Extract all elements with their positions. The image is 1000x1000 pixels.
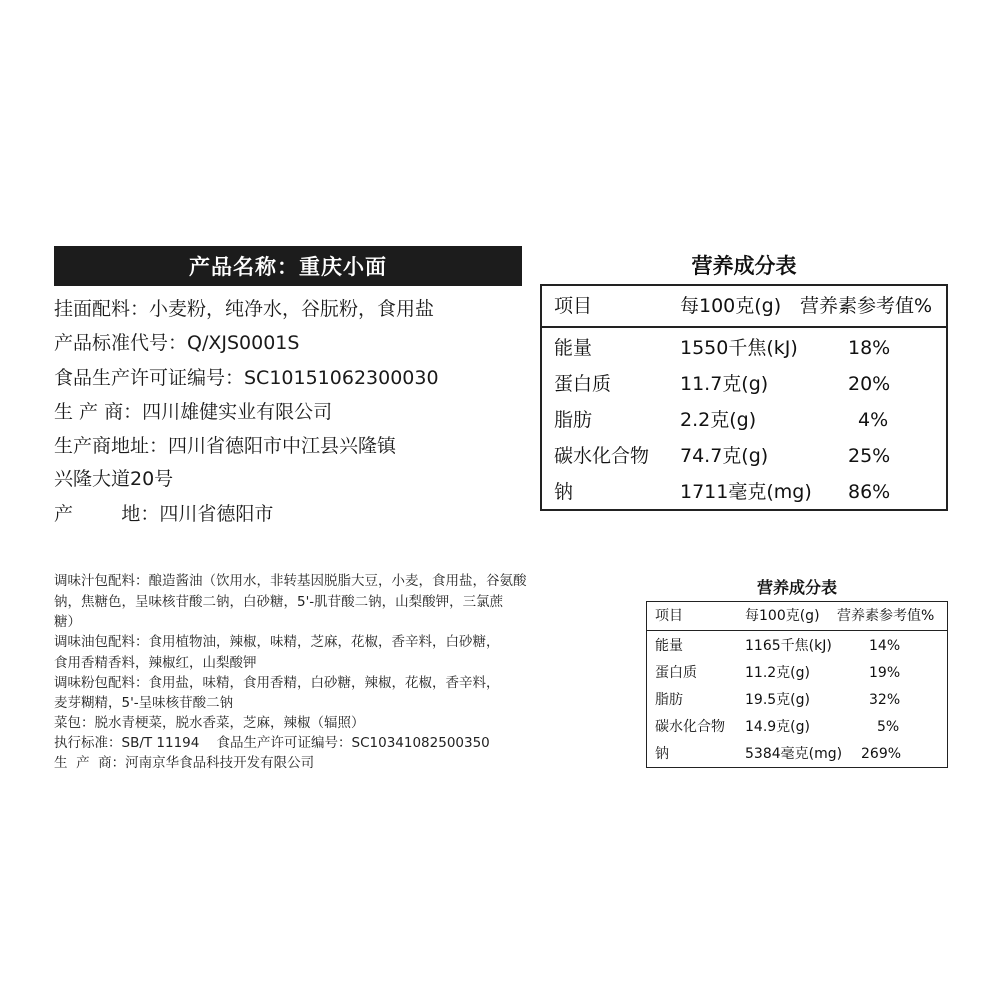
- seasoning-sauce-ingredients: 调味汁包配料：酿造酱油（饮用水，非转基因脱脂大豆，小麦，食用盐，谷氨酸: [54, 573, 527, 589]
- header-item: 项目: [655, 608, 683, 624]
- seasoning-oil-ingredients-cont: 食用香精香料，辣椒红，山梨酸钾: [54, 655, 257, 671]
- standard-and-license: 执行标准：SB/T 11194 食品生产许可证编号：SC10341082500350: [54, 735, 490, 751]
- nutrient-amount: 1711毫克(mg): [680, 481, 812, 503]
- nutrition-table-title: 营养成分表: [691, 254, 797, 278]
- production-license-number: 食品生产许可证编号：SC10151062300030: [54, 367, 439, 389]
- nutrient-amount: 11.7克(g): [680, 373, 769, 395]
- nutrient-name: 蛋白质: [655, 665, 697, 681]
- seasoning-sauce-ingredients-cont: 糖）: [54, 614, 81, 630]
- header-per-100g: 每100克(g): [745, 608, 820, 624]
- nutrient-nrv: 18%: [848, 337, 891, 359]
- nutrient-nrv: 86%: [848, 481, 891, 503]
- nutrient-name: 能量: [554, 337, 593, 359]
- nutrient-amount: 1550千焦(kJ): [680, 337, 798, 359]
- nutrient-nrv: 20%: [848, 373, 891, 395]
- place-of-origin: 产 地：四川省德阳市: [54, 503, 274, 525]
- nutrient-nrv: 5%: [877, 719, 900, 735]
- nutrient-name: 蛋白质: [554, 373, 612, 395]
- seasoning-powder-ingredients: 调味粉包配料：食用盐，味精，食用香精，白砂糖，辣椒，花椒，香辛料，: [54, 675, 500, 691]
- nutrient-nrv: 269%: [861, 746, 902, 762]
- seasoning-manufacturer: 生 产 商：河南京华食品科技开发有限公司: [54, 755, 315, 771]
- seasoning-sauce-ingredients-cont: 钠，焦糖色，呈味核苷酸二钠，白砂糖，5'-肌苷酸二钠，山梨酸钾，三氯蔗: [54, 594, 504, 610]
- nutrient-name: 钠: [554, 481, 574, 503]
- nutrient-name: 脂肪: [655, 692, 683, 708]
- nutrition-table-main: [540, 284, 948, 511]
- manufacturer: 生 产 商：四川雄健实业有限公司: [54, 401, 333, 423]
- noodle-ingredients: 挂面配料：小麦粉，纯净水，谷朊粉，食用盐: [54, 298, 435, 320]
- nutrient-nrv: 14%: [869, 638, 901, 654]
- nutrition-table-header: [542, 286, 946, 328]
- nutrient-amount: 74.7克(g): [680, 445, 769, 467]
- header-nrv: 营养素参考值%: [800, 295, 933, 317]
- nutrient-name: 碳水化合物: [655, 719, 725, 735]
- seasoning-powder-ingredients-cont: 麦芽糊精，5'-呈味核苷酸二钠: [54, 695, 234, 711]
- header-item: 项目: [554, 295, 593, 317]
- nutrient-nrv: 32%: [869, 692, 901, 708]
- manufacturer-address: 生产商地址：四川省德阳市中江县兴隆镇: [54, 435, 397, 457]
- nutrient-amount: 2.2克(g): [680, 409, 757, 431]
- header-nrv: 营养素参考值%: [837, 608, 935, 624]
- nutrient-nrv: 25%: [848, 445, 891, 467]
- nutrition-table-header: [647, 602, 947, 631]
- nutrient-amount: 19.5克(g): [745, 692, 810, 708]
- vegetable-pack-ingredients: 菜包：脱水青梗菜，脱水香菜，芝麻，辣椒（辐照）: [54, 715, 365, 731]
- product-standard-code: 产品标准代号：Q/XJS0001S: [54, 332, 300, 354]
- nutrient-nrv: 4%: [858, 409, 889, 431]
- nutrient-name: 能量: [655, 638, 683, 654]
- nutrient-nrv: 19%: [869, 665, 901, 681]
- product-name-banner: 产品名称：重庆小面: [54, 246, 522, 286]
- manufacturer-address-cont: 兴隆大道20号: [54, 468, 174, 490]
- seasoning-oil-ingredients: 调味油包配料：食用植物油，辣椒，味精，芝麻，花椒，香辛料，白砂糖，: [54, 634, 500, 650]
- seasoning-nutrition-table-title: 营养成分表: [756, 578, 837, 597]
- nutrient-amount: 11.2克(g): [745, 665, 810, 681]
- nutrition-table-seasoning: [646, 601, 948, 768]
- nutrient-name: 钠: [655, 746, 669, 762]
- header-per-100g: 每100克(g): [680, 295, 782, 317]
- nutrient-name: 脂肪: [554, 409, 593, 431]
- nutrient-amount: 14.9克(g): [745, 719, 810, 735]
- nutrient-name: 碳水化合物: [554, 445, 650, 467]
- nutrient-amount: 5384毫克(mg): [745, 746, 843, 762]
- nutrient-amount: 1165千焦(kJ): [745, 638, 832, 654]
